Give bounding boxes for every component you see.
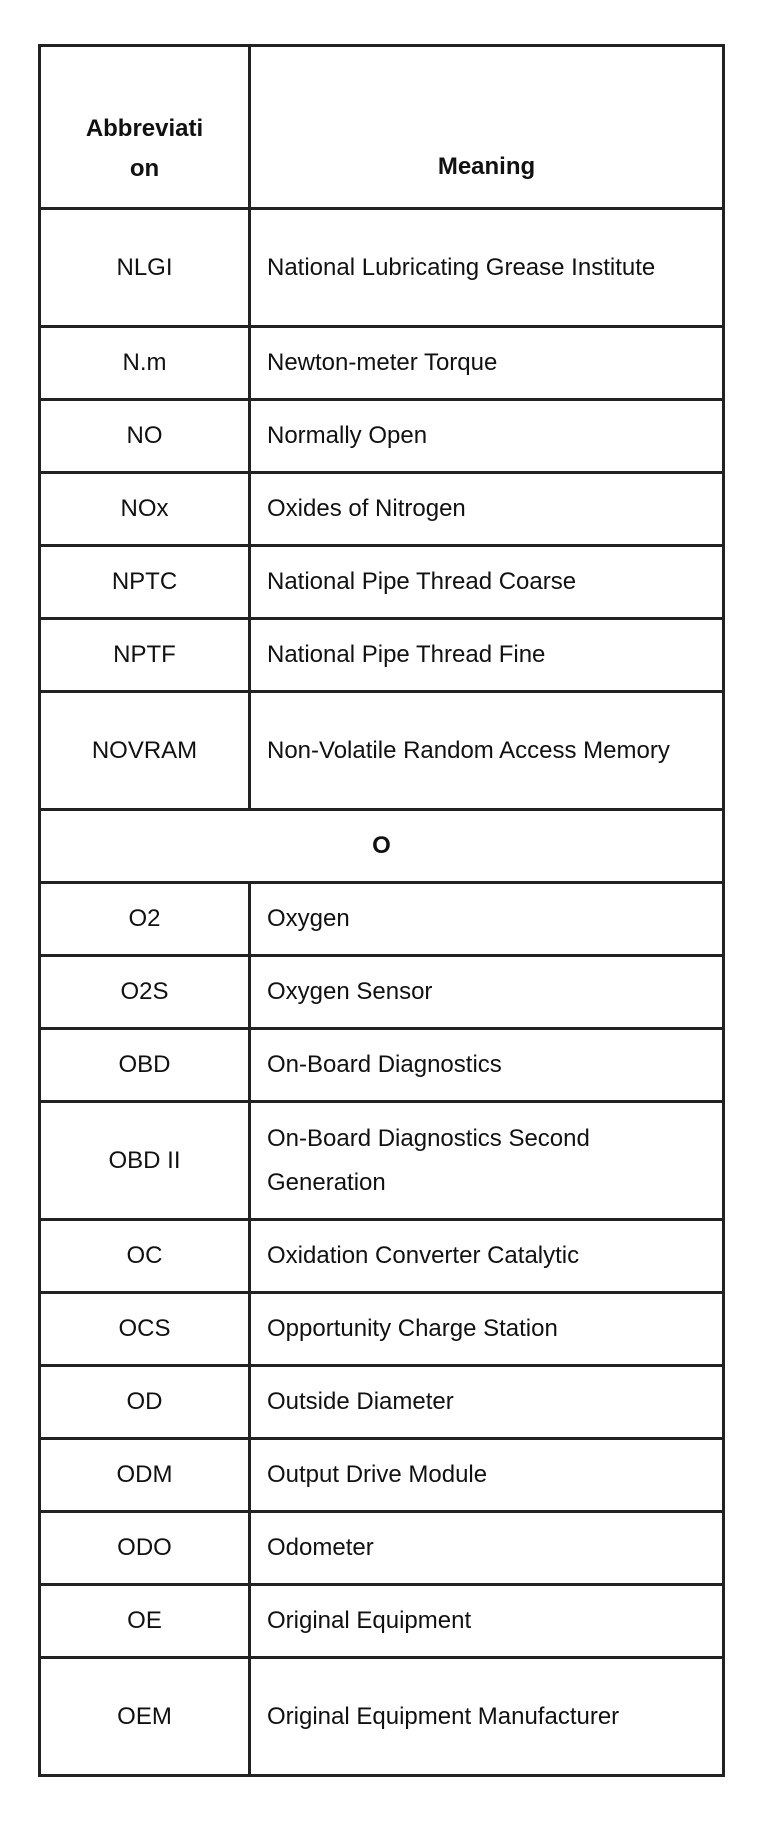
abbreviation-cell: O2S <box>40 956 250 1029</box>
section-header-row <box>40 810 724 883</box>
abbreviation-cell: NOx <box>40 473 250 546</box>
meaning-cell: Oxygen <box>250 883 724 956</box>
table-row <box>40 1512 724 1585</box>
abbreviation-cell: OE <box>40 1585 250 1658</box>
abbreviation-cell: ODO <box>40 1512 250 1585</box>
abbreviation-cell: NLGI <box>40 209 250 327</box>
meaning-cell: Opportunity Charge Station <box>250 1293 724 1366</box>
meaning-cell: Original Equipment <box>250 1585 724 1658</box>
abbreviation-cell: NO <box>40 400 250 473</box>
abbreviation-cell: NPTF <box>40 619 250 692</box>
table-row <box>40 692 724 810</box>
table-body-o-section <box>40 883 724 1776</box>
meaning-cell: Output Drive Module <box>250 1439 724 1512</box>
abbreviation-header-line2: on <box>129 155 160 182</box>
table-row <box>40 1658 724 1776</box>
meaning-cell: National Pipe Thread Coarse <box>250 546 724 619</box>
abbreviation-header-line1: Abbreviati <box>85 115 204 142</box>
table-row <box>40 1029 724 1102</box>
abbreviation-cell: NOVRAM <box>40 692 250 810</box>
section-o-heading: O <box>40 810 724 883</box>
meaning-cell: Oxygen Sensor <box>250 956 724 1029</box>
abbreviation-cell: OD <box>40 1366 250 1439</box>
table-header-row <box>40 46 724 209</box>
table-row <box>40 546 724 619</box>
meaning-cell: Original Equipment Manufacturer <box>250 1658 724 1776</box>
table-row <box>40 619 724 692</box>
meaning-cell: Oxidation Converter Catalytic <box>250 1220 724 1293</box>
meaning-cell: Outside Diameter <box>250 1366 724 1439</box>
abbreviation-cell: OBD <box>40 1029 250 1102</box>
abbreviation-cell: O2 <box>40 883 250 956</box>
table-row <box>40 1102 724 1220</box>
meaning-cell: Oxides of Nitrogen <box>250 473 724 546</box>
table-row <box>40 1585 724 1658</box>
abbreviation-cell: OEM <box>40 1658 250 1776</box>
meaning-cell: National Lubricating Grease Institute <box>250 209 724 327</box>
table-row <box>40 1220 724 1293</box>
meaning-cell: Non-Volatile Random Access Memory <box>250 692 724 810</box>
meaning-cell: Newton-meter Torque <box>250 327 724 400</box>
abbreviation-cell: OBD II <box>40 1102 250 1220</box>
table-row <box>40 327 724 400</box>
table-row <box>40 1366 724 1439</box>
abbreviation-cell: NPTC <box>40 546 250 619</box>
table-row <box>40 1293 724 1366</box>
abbreviation-cell: OCS <box>40 1293 250 1366</box>
meaning-cell: Normally Open <box>250 400 724 473</box>
abbreviation-cell: OC <box>40 1220 250 1293</box>
meaning-cell: National Pipe Thread Fine <box>250 619 724 692</box>
table-body-section-o-header <box>40 810 724 883</box>
abbreviation-cell: N.m <box>40 327 250 400</box>
abbreviation-table <box>38 44 725 1777</box>
table-row <box>40 1439 724 1512</box>
meaning-column-header: Meaning <box>250 46 724 209</box>
table-row <box>40 883 724 956</box>
table-row <box>40 473 724 546</box>
table-row <box>40 956 724 1029</box>
table-row <box>40 400 724 473</box>
table-body-n-section <box>40 209 724 810</box>
meaning-cell: On-Board Diagnostics Second Generation <box>250 1102 724 1220</box>
table-row <box>40 209 724 327</box>
abbreviation-cell: ODM <box>40 1439 250 1512</box>
meaning-cell: On-Board Diagnostics <box>250 1029 724 1102</box>
abbreviation-column-header <box>40 46 250 209</box>
meaning-cell: Odometer <box>250 1512 724 1585</box>
